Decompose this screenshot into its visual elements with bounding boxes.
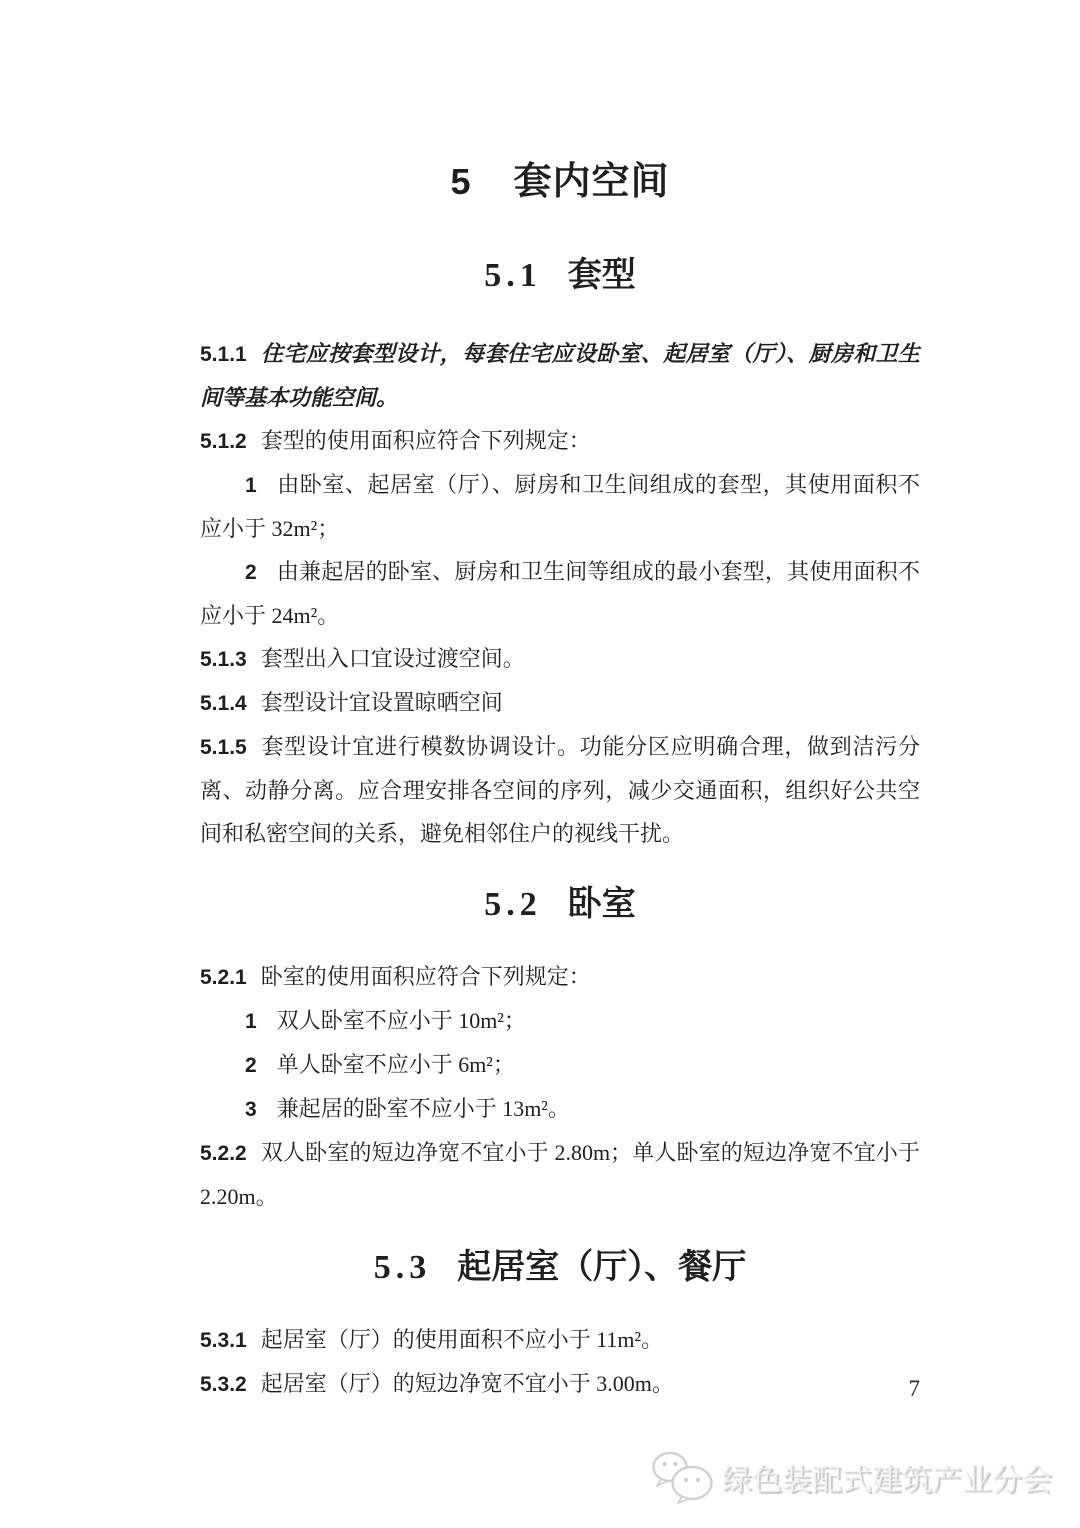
footer-watermark [650, 1450, 1052, 1504]
chapter-heading [200, 158, 920, 206]
clause-5-1-2 [200, 419, 920, 463]
list-item-1 [200, 999, 920, 1043]
list-item-1 [200, 463, 920, 550]
section-number: 5.2 [484, 886, 542, 923]
section-heading [200, 1248, 920, 1288]
clause-5-1-3 [200, 637, 920, 681]
clause-5-2-1 [200, 955, 920, 999]
item-text: 双人卧室不应小于 10m²； [276, 1008, 526, 1033]
section-number: 5.1 [484, 257, 542, 294]
clause-number: 5.1.3 [200, 648, 247, 671]
clause-text: 起居室（厅）的短边净宽不宜小于 3.00m。 [260, 1371, 674, 1396]
section-title: 卧室 [567, 886, 636, 923]
clause-number: 5.1.4 [200, 692, 247, 715]
list-item-3 [200, 1087, 920, 1131]
clause-text: 双人卧室的短边净宽不宜小于 2.80m；单人卧室的短边净宽不宜小于 2.20m。 [200, 1140, 920, 1209]
clause-text: 起居室（厅）的使用面积不应小于 11m²。 [260, 1327, 664, 1352]
list-item-2 [200, 550, 920, 637]
item-text: 单人卧室不应小于 6m²； [276, 1052, 515, 1077]
section-body [200, 1318, 920, 1406]
section-number: 5.3 [373, 1249, 432, 1286]
section-title: 起居室（厅）、餐厅 [457, 1249, 747, 1286]
item-number: 3 [245, 1098, 257, 1121]
page-number: 7 [908, 1376, 920, 1401]
item-number: 1 [245, 474, 257, 497]
item-number: 2 [245, 1054, 257, 1077]
clause-number: 5.3.2 [200, 1373, 247, 1396]
clause-5-3-1 [200, 1318, 920, 1362]
section-body [200, 332, 920, 855]
section-title: 套型 [567, 257, 636, 294]
item-text: 兼起居的卧室不应小于 13m²。 [276, 1096, 570, 1121]
clause-5-1-5 [200, 725, 920, 855]
chapter-title: 套内空间 [513, 161, 670, 203]
clause-5-1-1 [200, 332, 920, 419]
item-text: 由兼起居的卧室、厨房和卫生间等组成的最小套型，其使用面积不应小于 24m²。 [200, 559, 920, 628]
watermark-text: 绿色装配式建筑产业分会 [722, 1464, 1052, 1497]
wechat-icon [650, 1450, 714, 1504]
chapter-number: 5 [450, 161, 472, 202]
clause-5-3-2 [200, 1362, 920, 1406]
clause-text: 套型出入口宜设过渡空间。 [260, 646, 525, 671]
clause-number: 5.2.1 [200, 966, 247, 989]
clause-text: 套型的使用面积应符合下列规定： [260, 428, 591, 453]
clause-text: 套型设计宜设置晾晒空间 [260, 690, 503, 715]
clause-text: 套型设计宜进行模数协调设计。功能分区应明确合理，做到洁污分离、动静分离。应合理安排各空间的序列，减少交通面积，组织好公共空间和私密空间的关系，避免相邻住户的视线干扰。 [200, 734, 920, 846]
item-number: 2 [245, 561, 257, 584]
section-5-1 [200, 256, 920, 855]
clause-number: 5.1.2 [200, 430, 247, 453]
clause-text: 住宅应按套型设计，每套住宅应设卧室、起居室（厅）、厨房和卫生间等基本功能空间。 [200, 341, 920, 410]
section-5-3 [200, 1248, 920, 1406]
section-heading [200, 256, 920, 296]
list-item-2 [200, 1043, 920, 1087]
clause-number: 5.3.1 [200, 1329, 247, 1352]
clause-text: 卧室的使用面积应符合下列规定： [260, 964, 591, 989]
item-text: 由卧室、起居室（厅）、厨房和卫生间组成的套型，其使用面积不应小于 32m²； [200, 472, 920, 541]
clause-5-2-2 [200, 1131, 920, 1218]
clause-number: 5.2.2 [200, 1142, 247, 1165]
clause-number: 5.1.1 [200, 343, 247, 366]
clause-number: 5.1.5 [200, 736, 247, 759]
clause-5-1-4 [200, 681, 920, 725]
item-number: 1 [245, 1010, 257, 1033]
section-5-2 [200, 885, 920, 1218]
section-heading [200, 885, 920, 925]
section-body [200, 955, 920, 1218]
